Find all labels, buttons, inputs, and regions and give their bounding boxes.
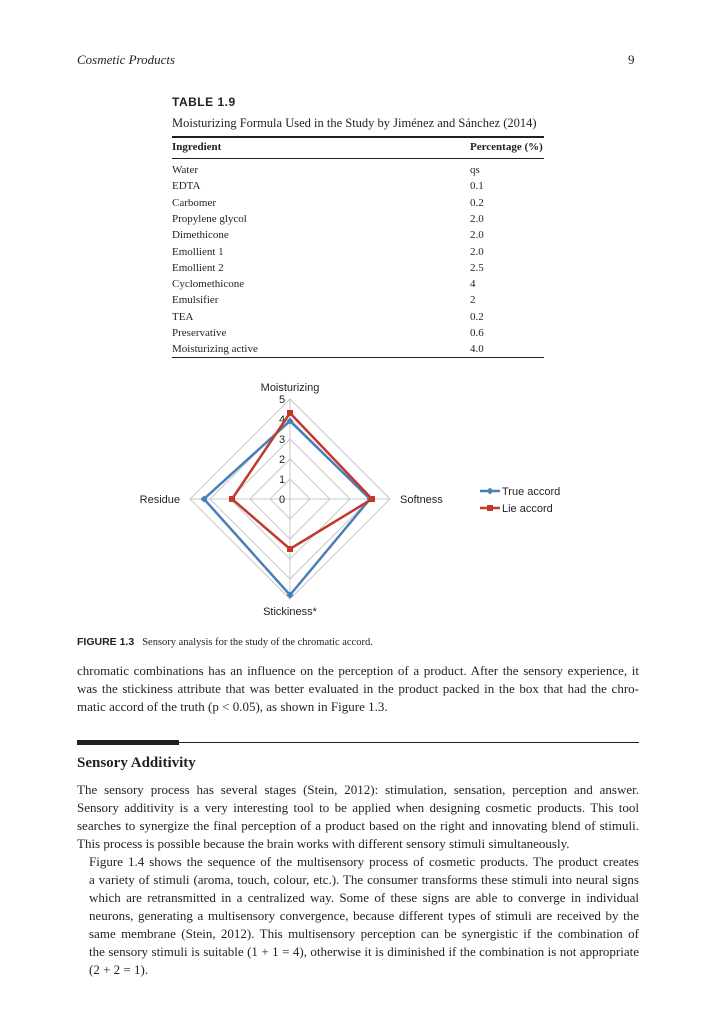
radar-chart xyxy=(139,375,570,625)
radar-series-line xyxy=(204,421,370,595)
text-line: chromatic combinations has an influence on the perception of a product. After the sensory experience, it xyxy=(77,663,639,678)
legend-marker xyxy=(487,505,493,511)
table-col-header-percentage: Percentage (%) xyxy=(470,141,543,153)
table-cell-ingredient: Propylene glycol xyxy=(172,212,247,225)
table-cell-percentage: 2.0 xyxy=(470,229,484,242)
radar-point xyxy=(369,496,375,502)
table-caption: Moisturizing Formula Used in the Study by Jiménez and Sánchez (2014) xyxy=(172,116,537,130)
text-line: Sensory additivity is a very interesting tool to be applied when designing cosmetic products. This tool xyxy=(77,800,639,815)
table-cell-percentage: qs xyxy=(470,164,480,176)
text-line: was the stickiness attribute that was better evaluated in the product packed in the box that had the chro- xyxy=(77,681,639,696)
table-bottom-rule xyxy=(172,357,544,358)
paragraph-2 xyxy=(77,781,639,853)
radar-tick-label: 0 xyxy=(278,494,286,506)
text-line: neurons, generating a multisensory convergence, because different types of stimuli are received by the xyxy=(89,908,639,923)
radar-tick-label: 5 xyxy=(278,394,286,406)
table-cell-percentage: 2.0 xyxy=(470,212,484,225)
radar-tick-label: 3 xyxy=(278,434,286,446)
table-cell-ingredient: Preservative xyxy=(172,327,227,339)
radar-tick-label: 1 xyxy=(278,474,286,486)
table-cell-ingredient: Emollient 2 xyxy=(172,261,224,274)
legend-entry: Lie accord xyxy=(502,503,553,515)
table-top-rule xyxy=(172,136,544,138)
table-cell-ingredient: EDTA xyxy=(172,180,201,193)
text-line: the sensory stimuli is suitable (1 + 1 = 4), otherwise it is diminished if the combination is not appropriate xyxy=(89,944,639,959)
table-cell-ingredient: Moisturizing active xyxy=(172,343,258,356)
running-title: Cosmetic Products xyxy=(77,52,176,67)
table-cell-ingredient: Cyclomethicone xyxy=(172,278,245,291)
table-cell-percentage: 4 xyxy=(470,278,476,291)
radar-point xyxy=(229,496,235,502)
radar-axis-label: Stickiness* xyxy=(263,606,317,618)
paragraph-3 xyxy=(77,853,639,979)
text-line: which are retransmitted in a centralized way. Some of these signs are able to converge in individual xyxy=(89,890,639,905)
text-line: matic accord of the truth (p < 0.05), as shown in Figure 1.3. xyxy=(77,699,388,714)
table-cell-ingredient: TEA xyxy=(172,310,194,323)
text-line: (2 + 2 = 1). xyxy=(89,962,149,977)
legend-marker xyxy=(487,488,494,495)
radar-axis-label: Residue xyxy=(139,494,180,506)
table-cell-ingredient: Emollient 1 xyxy=(172,245,224,258)
text-line: a variety of stimuli (aroma, touch, colour, etc.). The consumer transforms these stimuli into neural signs xyxy=(89,872,639,887)
radar-point xyxy=(287,546,293,552)
legend-entry: True accord xyxy=(502,486,561,498)
table-label: TABLE 1.9 xyxy=(172,95,236,109)
figure-caption-text: Sensory analysis for the study of the chromatic accord. xyxy=(142,637,373,648)
radar-tick-label: 2 xyxy=(278,454,286,466)
radar-axis-label: Moisturizing xyxy=(260,382,320,394)
table-cell-percentage: 0.1 xyxy=(470,180,484,193)
table-cell-ingredient: Emulsifier xyxy=(172,294,219,307)
text-line: searches to synergize the final perception of a product based on the right and innovating blend of stimuli. xyxy=(77,818,639,833)
table-col-header-ingredient: Ingredient xyxy=(172,141,222,153)
table-cell-percentage: 0.2 xyxy=(470,196,484,209)
table-cell-percentage: 2.5 xyxy=(470,261,484,274)
section-bar xyxy=(77,740,179,745)
table-cell-percentage: 0.6 xyxy=(470,327,484,339)
radar-axis-label: Softness xyxy=(400,494,443,506)
figure-label: FIGURE 1.3 xyxy=(77,636,135,648)
radar-tick-label: 4 xyxy=(278,414,286,426)
section-title: Sensory Additivity xyxy=(77,755,196,771)
radar-point xyxy=(287,410,293,416)
section-rule xyxy=(179,742,639,743)
table-cell-ingredient: Dimethicone xyxy=(172,229,229,242)
page-number: 9 xyxy=(628,52,635,67)
text-line: The sensory process has several stages (Stein, 2012): stimulation, sensation, perception and answer. xyxy=(77,782,639,797)
table-cell-ingredient: Water xyxy=(172,164,198,176)
table-cell-percentage: 2 xyxy=(470,294,476,307)
table-cell-percentage: 4.0 xyxy=(470,343,484,356)
table-cell-ingredient: Carbomer xyxy=(172,196,216,209)
figure-caption xyxy=(77,636,373,648)
paragraph-1 xyxy=(77,662,639,716)
table-cell-percentage: 0.2 xyxy=(470,310,484,323)
text-line: same membrane (Stein, 2012). This multisensory perception can be synergistic if the combination of xyxy=(89,926,639,941)
text-line: Figure 1.4 shows the sequence of the multisensory process of cosmetic products. The product creates xyxy=(89,854,639,869)
table-cell-percentage: 2.0 xyxy=(470,245,484,258)
text-line: This process is possible because the brain works with different sensory stimuli simultaneously. xyxy=(77,836,570,851)
table-header-rule xyxy=(172,158,544,159)
